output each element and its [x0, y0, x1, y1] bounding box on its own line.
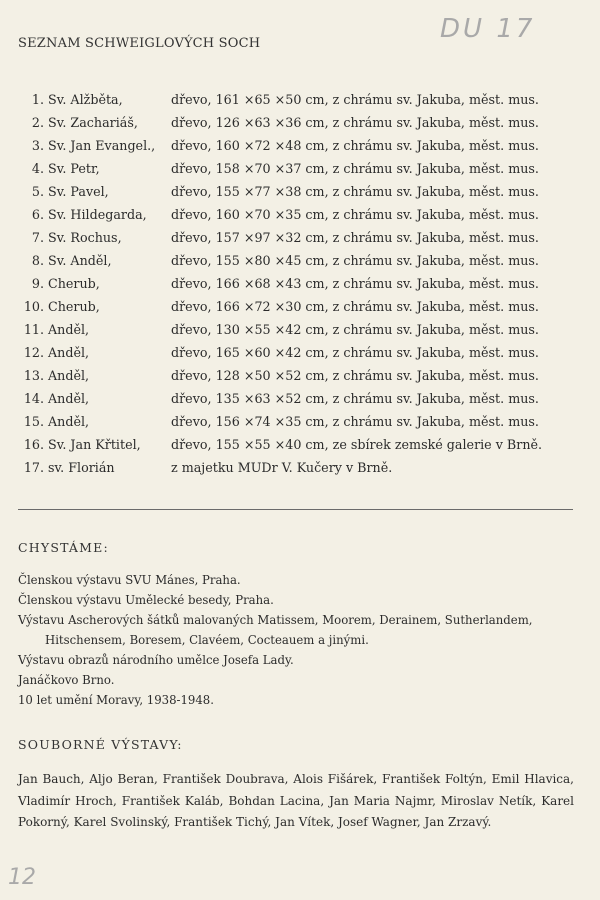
item-name: Sv. Pavel,	[48, 184, 109, 199]
item-description: dřevo, 130 ×55 ×42 cm, z chrámu sv. Jakuba, měst. mus.	[171, 322, 539, 337]
list-item	[14, 111, 594, 134]
list-item	[14, 364, 594, 387]
item-number: 14.	[23, 391, 44, 406]
item-description: dřevo, 158 ×70 ×37 cm, z chrámu sv. Jakuba, měst. mus.	[171, 161, 539, 176]
item-number: 7.	[31, 230, 44, 245]
item-number: 13.	[23, 368, 44, 383]
list-item: Výstavu Ascherových šátků malovaných Matissem, Moorem, Derainem, Sutherlandem,	[18, 613, 533, 627]
section-heading-chystame: CHYSTÁME:	[18, 540, 109, 555]
item-number: 10.	[23, 299, 44, 314]
item-number: 12.	[23, 345, 44, 360]
list-item	[14, 410, 594, 433]
item-description: dřevo, 166 ×68 ×43 cm, z chrámu sv. Jakuba, měst. mus.	[171, 276, 539, 291]
section-heading-souborne: SOUBORNÉ VÝSTAVY:	[18, 737, 183, 752]
item-number: 11.	[23, 322, 44, 337]
item-name: Sv. Jan Evangel.,	[48, 138, 156, 153]
item-name: Sv. Petr,	[48, 161, 100, 176]
list-item	[14, 456, 594, 479]
list-item	[14, 387, 594, 410]
list-item-continuation: Hitschensem, Boresem, Clavéem, Cocteauem a jinými.	[45, 633, 369, 647]
list-item: Členskou výstavu SVU Mánes, Praha.	[18, 573, 241, 587]
item-number: 9.	[31, 276, 44, 291]
item-name: Cherub,	[48, 299, 100, 314]
item-name: Anděl,	[48, 345, 90, 360]
list-item	[14, 433, 594, 456]
item-name: Anděl,	[48, 368, 90, 383]
page-number: 12	[8, 865, 36, 890]
item-description: dřevo, 156 ×74 ×35 cm, z chrámu sv. Jakuba, měst. mus.	[171, 414, 539, 429]
item-number: 15.	[23, 414, 44, 429]
item-name: Sv. Hildegarda,	[48, 207, 147, 222]
item-description: dřevo, 126 ×63 ×36 cm, z chrámu sv. Jakuba, měst. mus.	[171, 115, 539, 130]
item-name: Sv. Jan Křtitel,	[48, 437, 141, 452]
list-item	[14, 88, 594, 111]
item-name: Anděl,	[48, 322, 90, 337]
list-item: Členskou výstavu Umělecké besedy, Praha.	[18, 593, 274, 607]
item-description: dřevo, 135 ×63 ×52 cm, z chrámu sv. Jakuba, měst. mus.	[171, 391, 539, 406]
list-item: Janáčkovo Brno.	[18, 673, 115, 687]
divider	[18, 509, 573, 510]
item-name: Sv. Anděl,	[48, 253, 112, 268]
item-description: dřevo, 155 ×80 ×45 cm, z chrámu sv. Jakuba, měst. mus.	[171, 253, 539, 268]
page-title: SEZNAM SCHWEIGLOVÝCH SOCH	[18, 36, 261, 51]
planned-exhibitions-list	[18, 570, 578, 710]
item-name: Anděl,	[48, 414, 90, 429]
item-description: dřevo, 155 ×77 ×38 cm, z chrámu sv. Jakuba, měst. mus.	[171, 184, 539, 199]
item-number: 16.	[23, 437, 44, 452]
list-item: Výstavu obrazů národního umělce Josefa Lady.	[18, 653, 294, 667]
item-name: Anděl,	[48, 391, 90, 406]
item-name: sv. Florián	[48, 460, 115, 475]
item-number: 6.	[31, 207, 44, 222]
item-number: 8.	[31, 253, 44, 268]
item-name: Sv. Alžběta,	[48, 92, 123, 107]
list-item: 10 let umění Moravy, 1938-1948.	[18, 693, 214, 707]
sculpture-list	[14, 88, 594, 479]
item-description: z majetku MUDr V. Kučery v Brně.	[171, 460, 393, 475]
artists-paragraph: Jan Bauch, Aljo Beran, František Doubrava, Alois Fišárek, František Foltýn, Emil Hlavica, Vladimír Hroch, František Kaláb, Bohdan Lacina, Jan Maria Najmr, Miroslav Netík, Karel Pokorný, Karel Svolinský, František Tichý, Jan Vítek, Josef Wagner, Jan Zrzavý.	[18, 772, 574, 829]
item-name: Sv. Zachariáš,	[48, 115, 138, 130]
item-description: dřevo, 155 ×55 ×40 cm, ze sbírek zemské galerie v Brně.	[171, 437, 543, 452]
item-description: dřevo, 160 ×70 ×35 cm, z chrámu sv. Jakuba, měst. mus.	[171, 207, 539, 222]
list-item	[14, 157, 594, 180]
item-number: 3.	[31, 138, 44, 153]
handwritten-note: DU 17	[440, 14, 536, 44]
item-number: 17.	[23, 460, 44, 475]
item-description: dřevo, 161 ×65 ×50 cm, z chrámu sv. Jakuba, měst. mus.	[171, 92, 539, 107]
list-item	[14, 295, 594, 318]
list-item	[14, 341, 594, 364]
item-description: dřevo, 166 ×72 ×30 cm, z chrámu sv. Jakuba, měst. mus.	[171, 299, 539, 314]
list-item	[14, 134, 594, 157]
item-description: dřevo, 165 ×60 ×42 cm, z chrámu sv. Jakuba, měst. mus.	[171, 345, 539, 360]
item-name: Cherub,	[48, 276, 100, 291]
list-item	[14, 272, 594, 295]
list-item	[14, 180, 594, 203]
item-number: 5.	[31, 184, 44, 199]
item-description: dřevo, 128 ×50 ×52 cm, z chrámu sv. Jakuba, měst. mus.	[171, 368, 539, 383]
item-number: 1.	[31, 92, 44, 107]
item-description: dřevo, 157 ×97 ×32 cm, z chrámu sv. Jakuba, měst. mus.	[171, 230, 539, 245]
list-item	[14, 249, 594, 272]
item-description: dřevo, 160 ×72 ×48 cm, z chrámu sv. Jakuba, měst. mus.	[171, 138, 539, 153]
list-item	[14, 318, 594, 341]
item-number: 4.	[31, 161, 44, 176]
item-name: Sv. Rochus,	[48, 230, 122, 245]
list-item	[14, 203, 594, 226]
list-item	[14, 226, 594, 249]
item-number: 2.	[31, 115, 44, 130]
